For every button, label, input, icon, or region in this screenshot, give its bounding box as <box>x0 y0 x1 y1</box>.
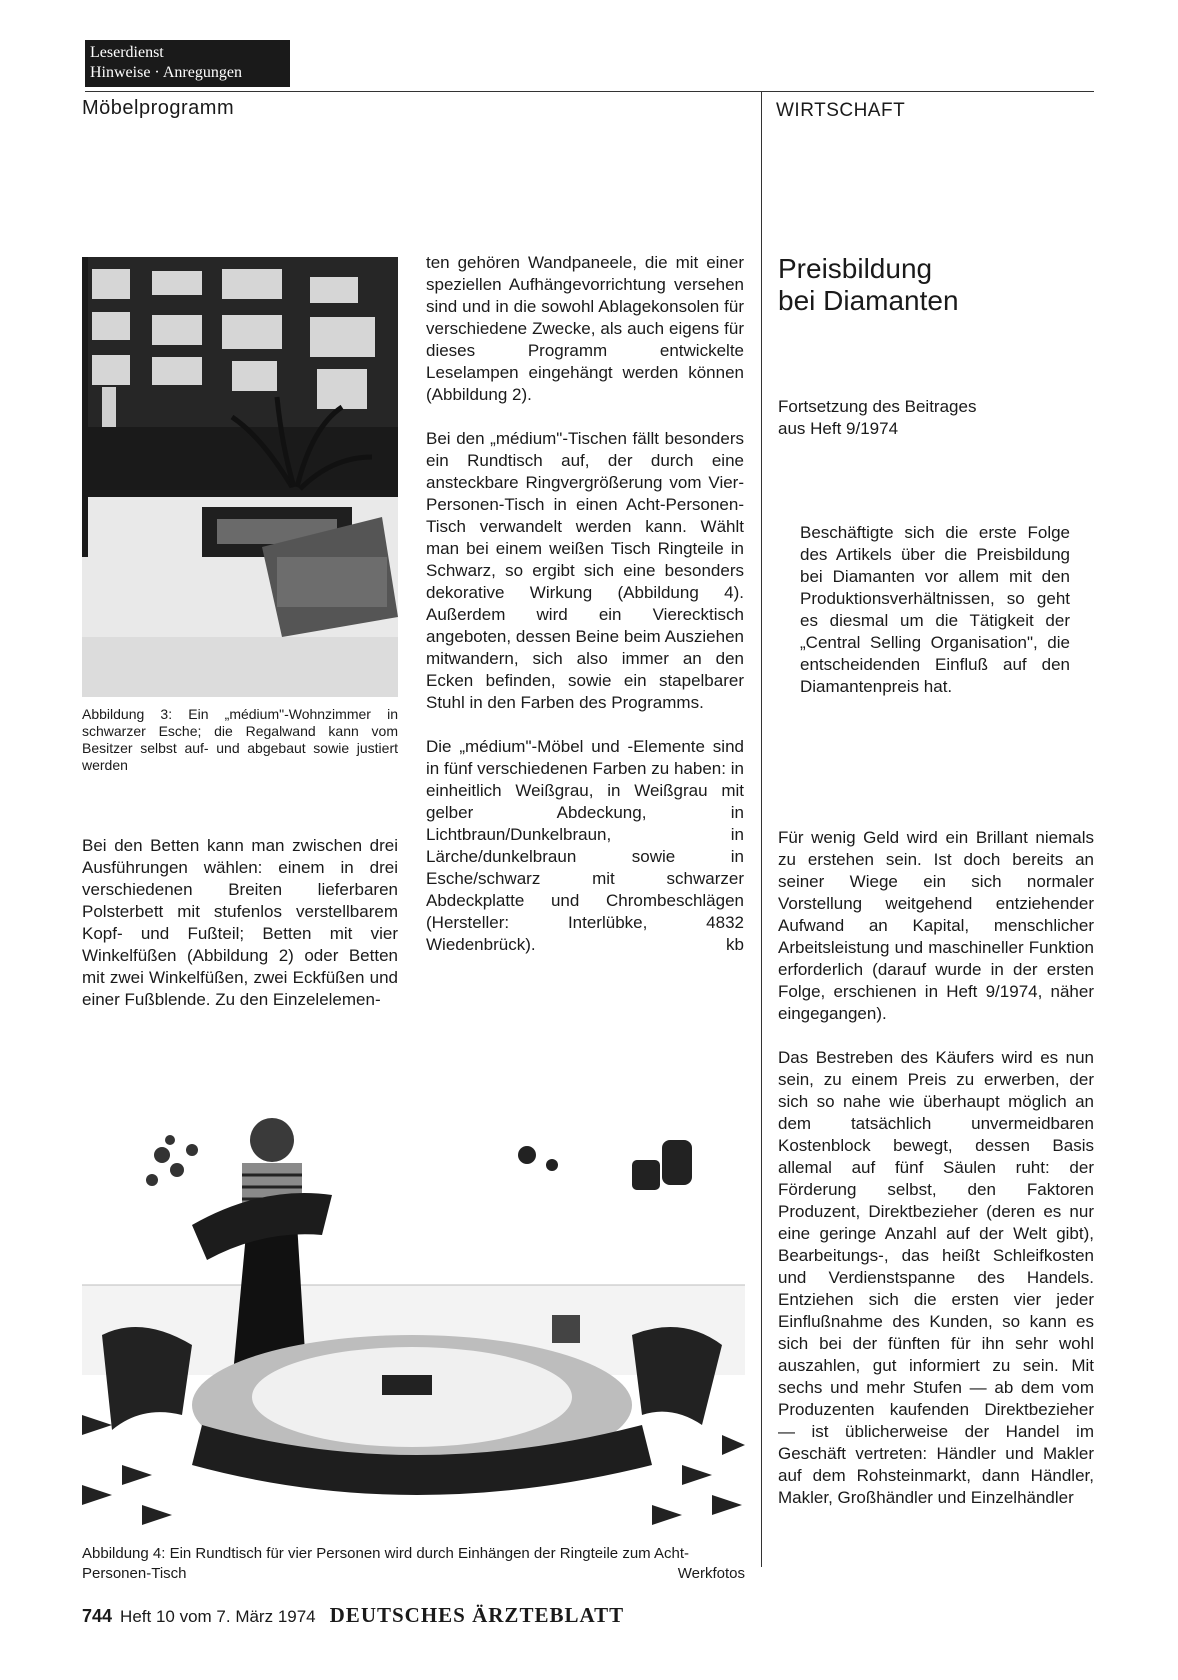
badge-line-1: Leserdienst <box>90 44 164 61</box>
right-article-title <box>778 253 959 317</box>
figure-3-photo <box>82 257 398 697</box>
right-article-subtitle <box>778 396 976 440</box>
section-badge <box>85 40 290 87</box>
figure-4-caption <box>82 1544 745 1584</box>
issue-info: Heft 10 vom 7. März 1974 <box>120 1607 316 1626</box>
left-article-paragraph-text: Die „médium"-Möbel und -Elemente sind in fünf verschiedenen Farben zu haben: in einheitlich Weißgrau, in Weißgrau mit gelber Abdeckung, in Lichtbraun/Dunkelbraun, in Lärche/dunkelbraun sowie in Esche/schwarz mit schwarzer Abdeckplatte und Chrombeschlägen (Hersteller: Interlübke, 4832 Wiedenbrück). <box>426 737 744 954</box>
right-article-subtitle-line-2: aus Heft 9/1974 <box>778 419 899 438</box>
figure-3-caption: Abbildung 3: Ein „médium"-Wohnzimmer in schwarzer Esche; die Regalwand kann vom Besitzer selbst auf- und abgebaut sowie justiert werden <box>82 706 398 773</box>
section-title-right: WIRTSCHAFT <box>776 100 906 121</box>
left-article-paragraph: Bei den „médium"-Tischen fällt besonders ein Rundtisch auf, der durch eine ansteckbare Ringvergrößerung vom Vier-Personen-Tisch in einen Acht-Personen-Tisch verwandelt werden kann. Wählt man bei einem weißen Tisch Ringteile in Schwarz, so ergibt sich eine besonders dekorative Wirkung (Abbildung 4). Außerdem wird ein Vierecktisch angeboten, dessen Beine beim Ausziehen mitwandern, sich also immer an den Ecken befinden, sowie ein stapelbarer Stuhl in den Farben des Programms. <box>426 429 744 712</box>
right-article-paragraph: Für wenig Geld wird ein Brillant niemals zu erstehen sein. Ist doch bereits an seiner Wiege ein sich normaler Vorstellung weitgehend entziehender Aufwand an Kapital, menschlicher Arbeitsleistung und maschineller Funktion erforderlich (darauf wurde in der ersten Folge, erschienen in Heft 9/1974, näher eingegangen). <box>778 828 1094 1023</box>
photo-credit: Werkfotos <box>677 1565 745 1582</box>
right-article-lead <box>800 522 1070 698</box>
right-article-body <box>778 827 1094 1509</box>
header-rule <box>85 91 1094 92</box>
badge-line-2: Hinweise · Anregungen <box>90 64 242 81</box>
author-signature: kb <box>726 935 744 954</box>
right-article-title-line-1: Preisbildung <box>778 253 933 284</box>
left-article-column-1 <box>82 835 398 1011</box>
page-number: 744 <box>82 1606 113 1626</box>
left-article-column-2 <box>426 252 744 956</box>
journal-name: DEUTSCHES ÄRZTEBLATT <box>329 1603 625 1627</box>
figure-4-caption-text: Abbildung 4: Ein Rundtisch für vier Personen wird durch Einhängen der Ringteile zum Acht-Personen-Tisch <box>82 1545 690 1582</box>
section-title-left: Möbelprogramm <box>82 97 235 119</box>
right-article-paragraph: Das Bestreben des Käufers wird es nun sein, zu einem Preis zu erwerben, der sich so nahe wie überhaupt möglich an dem tatsächlich unvermeidbaren Kostenblock bewegt, dessen Basis allemal auf fünf Säulen ruht: der Förderung selbst, den Faktoren Produzent, Direktbezieher (deren es nur eine geringe Anzahl auf der Welt gibt), Bearbeitungs-, das heißt Schleifkosten und Verdienstspanne des Handels. Entziehen sich die ersten vier jeder Einflußnahme des Kunden, so kann es sich bei der fünften für ihn sehr wohl auszahlen, gut informiert zu sein. Mit sechs und mehr Stufen — ab dem vom Produzenten kaufenden Direktbezieher — ist üblicherweise der Handel im Geschäft vertreten: Händler und Makler auf dem Rohsteinmarkt, dann Händler, Makler, Großhändler und Einzelhändler <box>778 1048 1094 1507</box>
figure-4-photo <box>82 1085 745 1535</box>
right-article-title-line-2: bei Diamanten <box>778 285 959 316</box>
column-divider <box>761 92 762 1567</box>
right-article-subtitle-line-1: Fortsetzung des Beitrages <box>778 397 977 416</box>
right-article-lead-text: Beschäftigte sich die erste Folge des Artikels über die Preisbildung bei Diamanten vor allem mit den Produktionsverhältnissen, so geht es diesmal um die Tätigkeit der „Central Selling Organisation", die entscheidenden Einfluß auf den Diamantenpreis hat. <box>800 523 1070 696</box>
page-footer <box>82 1603 624 1629</box>
left-article-paragraph: Bei den Betten kann man zwischen drei Ausführungen wählen: einem in drei verschiedenen Breiten lieferbaren Polsterbett mit stufenlos verstellbarem Kopf- und Fußteil; Betten mit vier Winkelfüßen (Abbildung 2) oder Betten mit zwei Winkelfüßen, zwei Eckfüßen und einer Fußblende. Zu den Einzelelemen- <box>82 836 398 1009</box>
left-article-paragraph <box>426 736 744 956</box>
left-article-paragraph: ten gehören Wandpaneele, die mit einer speziellen Aufhängevorrichtung versehen sind und in die sowohl Ablagekonsolen für verschiedene Zwecke, als auch eigens für dieses Programm entwickelte Leselampen eingehängt werden können (Abbildung 2). <box>426 253 744 404</box>
